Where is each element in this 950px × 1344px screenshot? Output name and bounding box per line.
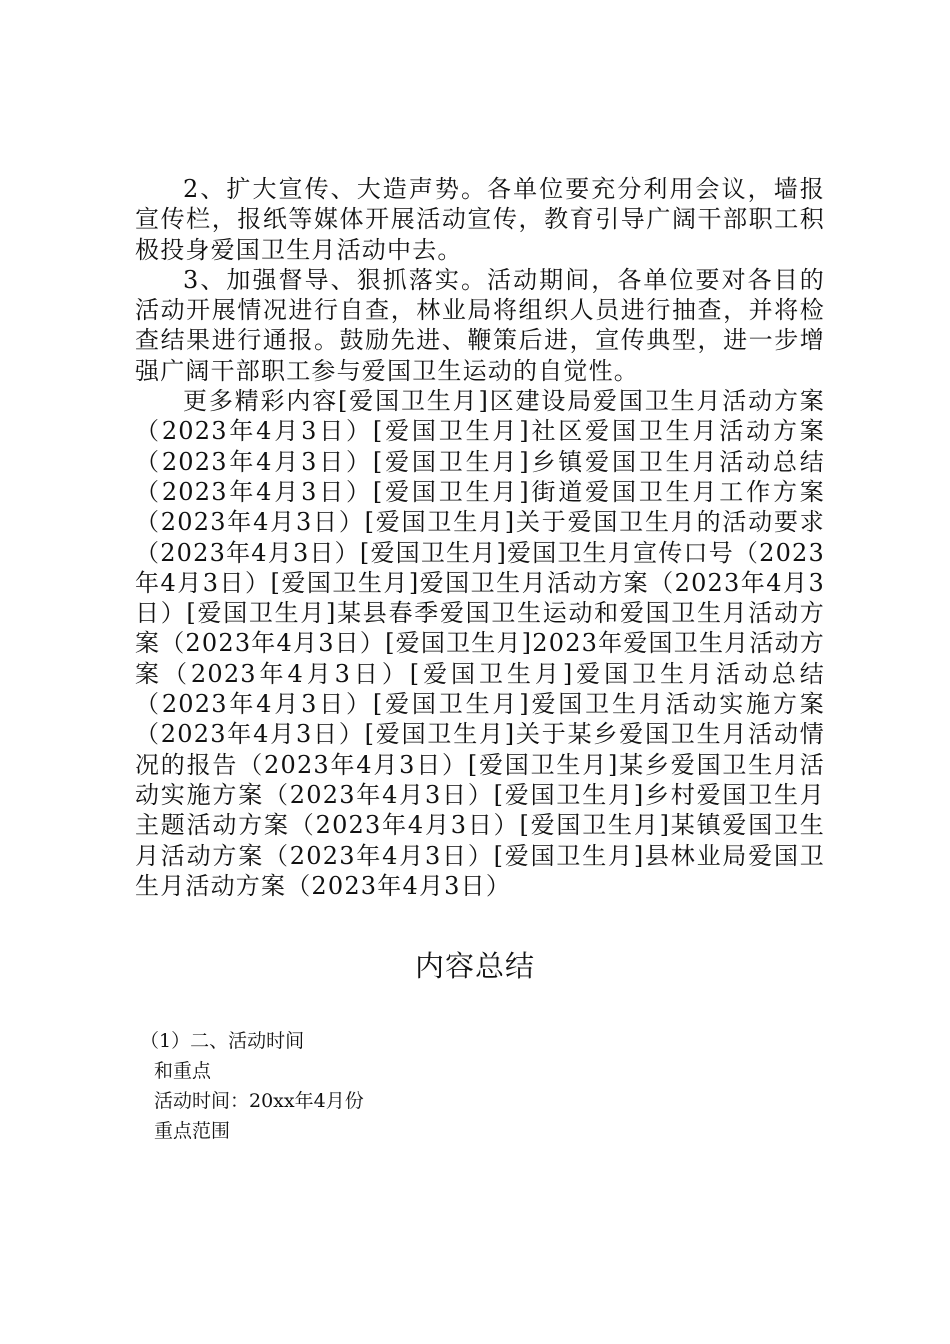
paragraph-more-content: 更多精彩内容[爱国卫生月]区建设局爱国卫生月活动方案（2023年4月3日）[爱国卫生月]社区爱国卫生月活动方案（2023年4月3日）[爱国卫生月]乡镇爱国卫生月活动总结（2023年4月3日）[爱国卫生月]街道爱国卫生月工作方案（2023年4月3日）[爱国卫生月]关于爱国卫生月的活动要求（2023年4月3日）[爱国卫生月]爱国卫生月宣传口号（2023年4月3日）[爱国卫生月]爱国卫生月活动方案（2023年4月3日）[爱国卫生月]某县春季爱国卫生运动和爱国卫生月活动方案（2023年4月3日）[爱国卫生月]2023年爱国卫生月活动方案（2023年4月3日）[爱国卫生月]爱国卫生月活动总结（2023年4月3日）[爱国卫生月]爱国卫生月活动实施方案（2023年4月3日）[爱国卫生月]关于某乡爱国卫生月活动情况的报告（2023年4月3日）[爱国卫生月]某乡爱国卫生月活动实施方案（2023年4月3日）[爱国卫生月]乡村爱国卫生月主题活动方案（2023年4月3日）[爱国卫生月]某镇爱国卫生月活动方案（2023年4月3日）[爱国卫生月]县林业局爱国卫生月活动方案（2023年4月3日） [135,387,825,900]
summary-item: 重点范围 [154,1120,231,1142]
summary-title: 内容总结 [414,949,535,983]
paragraph-publicity: 2、扩大宣传、大造声势。各单位要充分利用会议，墙报宣传栏，报纸等媒体开展活动宣传，教育引导广阔干部职工积极投身爱国卫生月活动中去。 [135,175,825,264]
summary-item: 活动时间：20xx年4月份 [154,1090,364,1112]
summary-list [140,1026,364,1146]
document-body [135,174,825,901]
summary-item: （1）二、活动时间 [140,1030,305,1052]
summary-item: 和重点 [154,1060,212,1082]
paragraph-supervision: 3、加强督导、狠抓落实。活动期间，各单位要对各目的活动开展情况进行自查，林业局将组织人员进行抽查，并将检查结果进行通报。鼓励先进、鞭策后进，宣传典型，进一步增强广阔干部职工参与爱国卫生运动的自觉性。 [135,265,825,385]
